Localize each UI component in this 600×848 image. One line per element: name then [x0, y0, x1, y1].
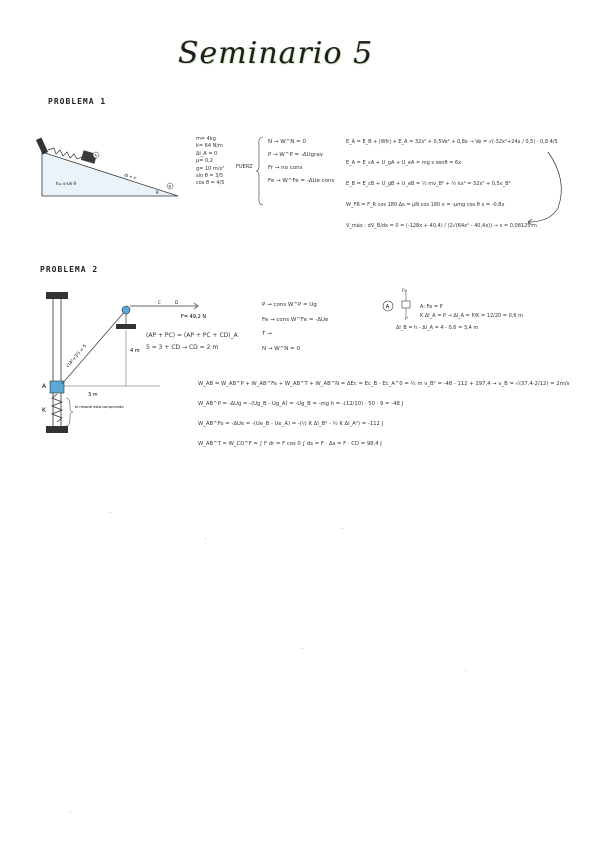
vector-equation: (AP + PC) = (AP + PC + CD)_A [146, 332, 238, 339]
speck [465, 670, 466, 671]
given-item: g= 10 m/s² [196, 165, 225, 172]
problem-2-vector-eq [146, 330, 238, 354]
problem-1-forces [268, 136, 334, 188]
force-item: P → cons W^P = Ug [262, 302, 317, 308]
vector-equation: 5 = 3 + CD → CD = 2 m [146, 344, 219, 351]
problem-2-equations [198, 374, 569, 454]
equation: W_FR = F_R cos 180 Δs = μN cos 180 x = -μmg cos θ x = -0,8x [346, 202, 505, 208]
spring-line: Δl_B = h - Δl_A = 4 - 0,6 = 3,4 m [396, 325, 479, 331]
given-item: sin θ = 3/5 [196, 173, 224, 180]
fbd-p-label: P [405, 317, 408, 322]
speck [70, 812, 71, 813]
point-a-label: A [42, 383, 47, 390]
equation: E_B = E_cB + U_gB + U_eB = ½ mv_B² + ½ kx² = 32x² + 0,5v_B² [346, 181, 511, 187]
point-d-label: D [175, 300, 179, 305]
spring-k-label: K [42, 407, 46, 414]
force-item: T → [262, 331, 272, 337]
svg-text:θ: θ [156, 190, 159, 195]
spring-note: el resorte está comprimido [75, 405, 124, 409]
free-body-diagram [380, 288, 420, 318]
given-item: cos θ = 4/5 [196, 180, 225, 187]
height-label: h= s·sin θ [56, 181, 76, 186]
speck [342, 528, 343, 529]
force-item: Fe → cons W^Fe = -ΔUe [262, 316, 329, 323]
problem-1-givens [196, 136, 224, 188]
given-item: Δl_A = 0 [196, 150, 218, 157]
force-item: N → W^N = 0 [262, 345, 300, 352]
width-dim: 3 m [88, 392, 98, 398]
given-item: μ= 0,2 [196, 158, 213, 165]
point-c-label: C [158, 300, 161, 305]
equation: V_máx : dV_B/dx = 0 = (-128x + 40,4) / (2√(64x² - 40,4x)) → x = 0,08125 m [346, 223, 537, 229]
speck [110, 512, 111, 513]
given-item: m= 4kg [196, 136, 216, 142]
height-dim: 4 m [130, 348, 140, 354]
equation: W_AB = W_AB^P + W_AB^Fe + W_AB^T + W_AB^N = ΔEc = Ec_B - Ec_A^0 = ½ m v_B² = -48 - 112 + 197,4 → v_B = √(37,4·2/12) = 2m/s [198, 381, 570, 387]
fbd-circle-label: A [385, 304, 390, 310]
force-item: N → W^N = 0 [268, 139, 306, 145]
problem-1-figure [36, 130, 186, 202]
given-item: k= 64 N/m [196, 143, 223, 150]
problem-2-heading: PROBLEMA 2 [40, 265, 99, 274]
page-title: Seminario 5 [178, 36, 374, 71]
block-label: A [94, 153, 97, 158]
problem-1-heading: PROBLEMA 1 [48, 97, 107, 106]
force-label: F= 49,2 N [181, 314, 207, 320]
point-b-label: B [168, 184, 171, 189]
spring-line: K Δl_A = P → Δl_A = P/K = 12/20 = 0,6 m [420, 312, 523, 319]
forces-label: FUERZ [236, 164, 253, 170]
speck [302, 648, 303, 649]
equation: E_A = E_cA + U_gA + U_eA = mg s senθ = 6x [346, 160, 462, 166]
dist-label: Δl = x [123, 172, 137, 181]
diag-label: √(4²+3²) = 5 [65, 343, 89, 370]
force-item: P → W^P = -ΔUgrav [268, 152, 324, 158]
equation: E_A = E_B + |Wfr| + E_A = 32x² + 0,5Ve² + 0,8x → Ve = √(-32x²+24x / 0,5) · 0,8 4/5 [346, 139, 558, 145]
equation: W_AB^T = W_CD^F = ∫ F dr = F cos 0 ∫ ds = F · Δs = F · CD = 98,4 J [198, 441, 382, 447]
fbd-fe-label: Fe [402, 289, 408, 294]
force-item: Fe → W^Fe = -ΔUe cons [268, 178, 335, 184]
problem-2-spring-calc [420, 303, 523, 320]
curved-arrow [520, 150, 570, 230]
equation: W_AB^Fe = -ΔUe = -(Ue_B - Ue_A) = -(½ K Δl_B² - ½ K Δl_A²) = -112 J [198, 421, 384, 427]
problem-2-forces [262, 298, 328, 356]
equation: W_AB^P = -ΔUg = -(Ug_B - Ug_A) = -Ug_B = -mg h = -(12/10) · 50 · 9 = -48 J [198, 401, 404, 407]
force-item: Fr → no cons [268, 165, 303, 171]
spring-line: A: Fe = P [420, 304, 443, 310]
speck [205, 538, 206, 539]
brace [256, 136, 264, 206]
